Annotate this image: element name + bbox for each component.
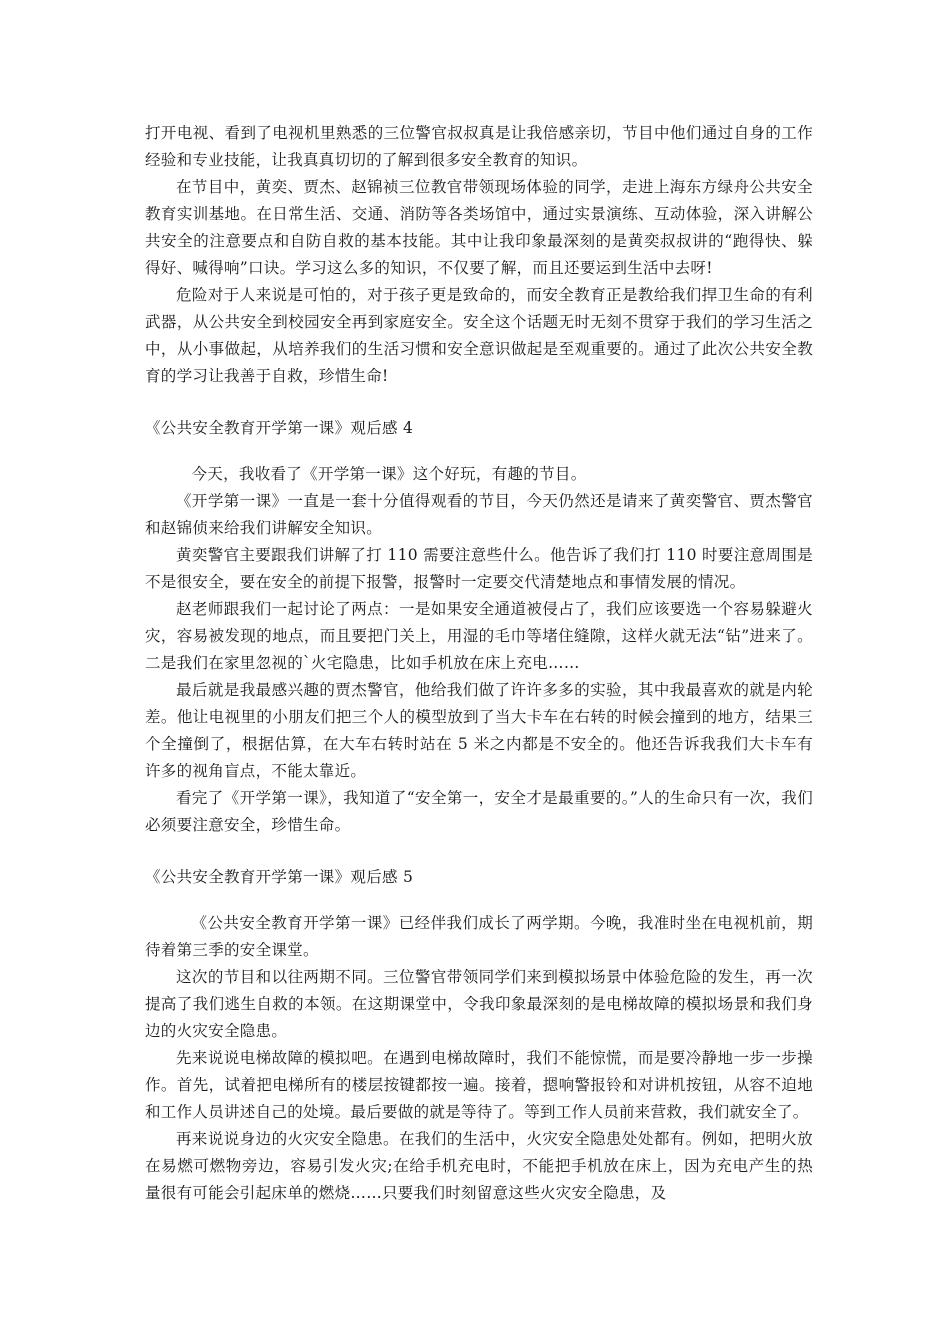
- paragraph: 最后就是我最感兴趣的贾杰警官，他给我们做了许许多多的实验，其中我最喜欢的就是内轮差。他让电视里的小朋友们把三个人的模型放到了当大卡车在右转的时候会撞到的地方，结果三个全撞倒了，根据估算，在大车右转时站在 5 米之内都是不安全的。他还告诉我我们大卡车有许多的视角盲点，不能太靠近。: [145, 681, 813, 780]
- paragraph: 《开学第一课》一直是一套十分值得观看的节目，今天仍然还是请来了黄奕警官、贾杰警官和赵锦侦来给我们讲解安全知识。: [145, 492, 813, 537]
- document-body: [145, 120, 813, 1207]
- paragraph: 今天，我收看了《开学第一课》这个好玩，有趣的节目。: [191, 465, 587, 483]
- paragraph: 危险对于人来说是可怕的，对于孩子更是致命的，而安全教育正是教给我们捍卫生命的有利武器，从公共安全到校园安全再到家庭安全。安全这个话题无时无刻不贯穿于我们的学习生活之中，从小事做起，从培养我们的生活习惯和安全意识做起是至观重要的。通过了此次公共安全教育的学习让我善于自救，珍惜生命!: [145, 286, 813, 385]
- paragraph: 黄奕警官主要跟我们讲解了打 110 需要注意些什么。他告诉了我们打 110 时要注意周围是不是很安全，要在安全的前提下报警，报警时一定要交代清楚地点和事情发展的情况。: [145, 546, 813, 591]
- paragraph: 打开电视、看到了电视机里熟悉的三位警官叔叔真是让我倍感亲切，节目中他们通过自身的工作经验和专业技能，让我真真切切的了解到很多安全教育的知识。: [145, 124, 813, 169]
- spacer: [145, 390, 813, 415]
- spacer: [145, 839, 813, 864]
- paragraph: 赵老师跟我们一起讨论了两点：一是如果安全通道被侵占了，我们应该要选一个容易躲避火灾，容易被发现的地点，而且要把门关上，用湿的毛巾等堵住缝隙，这样火就无法“钻”进来了。二是我们在家里忽视的`火宅隐患，比如手机放在床上充电……: [145, 600, 813, 672]
- paragraph: 先来说说电梯故障的模拟吧。在遇到电梯故障时，我们不能惊慌，而是要冷静地一步一步操作。首先，试着把电梯所有的楼层按键都按一遍。接着，摁响警报铃和对讲机按钮，从容不迫地和工作人员讲述自己的处境。最后要做的就是等待了。等到工作人员前来营救，我们就安全了。: [145, 1049, 813, 1121]
- paragraph: 在节目中，黄奕、贾杰、赵锦祯三位教官带领现场体验的同学，走进上海东方绿舟公共安全教育实训基地。在日常生活、交通、消防等各类场馆中，通过实景演练、互动体验，深入讲解公共安全的注意要点和自防自救的基本技能。其中让我印象最深刻的是黄奕叔叔讲的“跑得快、躲得好、喊得响”口诀。学习这么多的知识，不仅要了解，而且还要运到生活中去呀!: [145, 178, 813, 277]
- section-heading: 《公共安全教育开学第一课》观后感 5: [145, 868, 414, 886]
- spacer: [145, 891, 813, 910]
- section-heading: 《公共安全教育开学第一课》观后感 4: [145, 419, 414, 437]
- paragraph: 这次的节目和以往两期不同。三位警官带领同学们来到模拟场景中体验危险的发生，再一次提高了我们逃生自救的本领。在这期课堂中，令我印象最深刻的是电梯故障的模拟场景和我们身边的火灾安全隐患。: [145, 968, 813, 1040]
- spacer: [145, 442, 813, 461]
- paragraph: 再来说说身边的火灾安全隐患。在我们的生活中，火灾安全隐患处处都有。例如，把明火放在易燃可燃物旁边，容易引发火灾;在给手机充电时，不能把手机放在床上，因为充电产生的热量很有可能会引起床单的燃烧……只要我们时刻留意这些火灾安全隐患，及: [145, 1130, 813, 1202]
- paragraph: 看完了《开学第一课》，我知道了“安全第一，安全才是最重要的。”人的生命只有一次，我们必须要注意安全，珍惜生命。: [145, 789, 813, 834]
- paragraph: 《公共安全教育开学第一课》已经伴我们成长了两学期。今晚，我准时坐在电视机前，期待着第三季的安全课堂。: [145, 914, 813, 959]
